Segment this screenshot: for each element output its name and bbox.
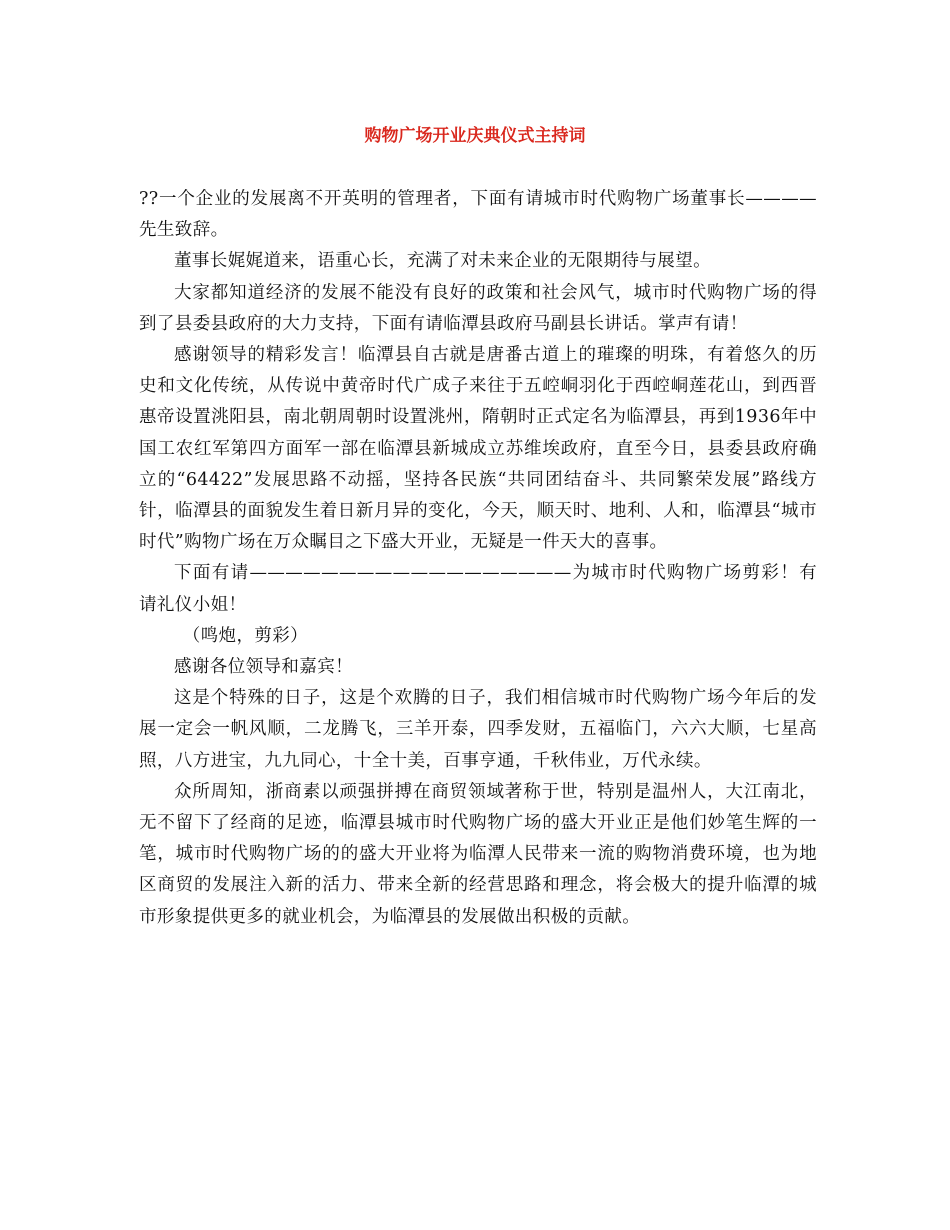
document-title: 购物广场开业庆典仪式主持词 xyxy=(364,126,586,146)
document-body xyxy=(139,184,817,933)
paragraph-county-support: 大家都知道经济的发展不能没有良好的政策和社会风气，城市时代购物广场的得到了县委县政府的大力支持，下面有请临潭县政府马副县长讲话。掌声有请！ xyxy=(139,282,817,334)
paragraph-zhejiang-merchants: 众所周知，浙商素以顽强拼搏在商贸领域著称于世，特别是温州人，大江南北，无不留下了经商的足迹，临潭县城市时代购物广场的盛大开业正是他们妙笔生辉的一笔，城市时代购物广场的的盛大开业将为临潭人民带来一流的购物消费环境，也为地区商贸的发展注入新的活力、带来全新的经营思路和理念，将会极大的提升临潭的城市形象提供更多的就业机会，为临潭县的发展做出积极的贡献。 xyxy=(139,781,817,927)
paragraph-ribbon-cutting: 下面有请——————————————————为城市时代购物广场剪彩！有请礼仪小姐！ xyxy=(139,563,817,615)
paragraph-blessings: 这是个特殊的日子，这是个欢腾的日子，我们相信城市时代购物广场今年后的发展一定会一帆风顺，二龙腾飞，三羊开泰，四季发财，五福临门，六六大顺，七星高照，八方进宝，九九同心，十全十美，百事亨通，千秋伟业，万代永续。 xyxy=(139,688,817,771)
paragraph-stage-direction: （鸣炮，剪彩） xyxy=(182,625,309,646)
paragraph-county-history: 感谢领导的精彩发言！临潭县自古就是唐番古道上的璀璨的明珠，有着悠久的历史和文化传统，从传说中黄帝时代广成子来往于五崆峒羽化于西崆峒莲花山，到西晋惠帝设置洮阳县，南北朝周朝时设置洮州，隋朝时正式定名为临潭县，再到1936年中国工农红军第四方面军一部在临潭县新城成立苏维埃政府，直至今日，县委县政府确立的“64422”发展思路不动摇，坚持各民族“共同团结奋斗、共同繁荣发展”路线方针，临潭县的面貌发生着日新月异的变化，今天，顺天时、地利、人和，临潭县“城市时代”购物广场在万众瞩目之下盛大开业，无疑是一件天大的喜事。 xyxy=(139,345,817,553)
paragraph-chairman-speech: 董事长娓娓道来，语重心长，充满了对未来企业的无限期待与展望。 xyxy=(174,251,711,272)
paragraph-chairman-invitation: ??一个企业的发展离不开英明的管理者，下面有请城市时代购物广场董事长————先生致辞。 xyxy=(139,189,817,241)
paragraph-thanks: 感谢各位领导和嘉宾！ xyxy=(174,657,353,678)
